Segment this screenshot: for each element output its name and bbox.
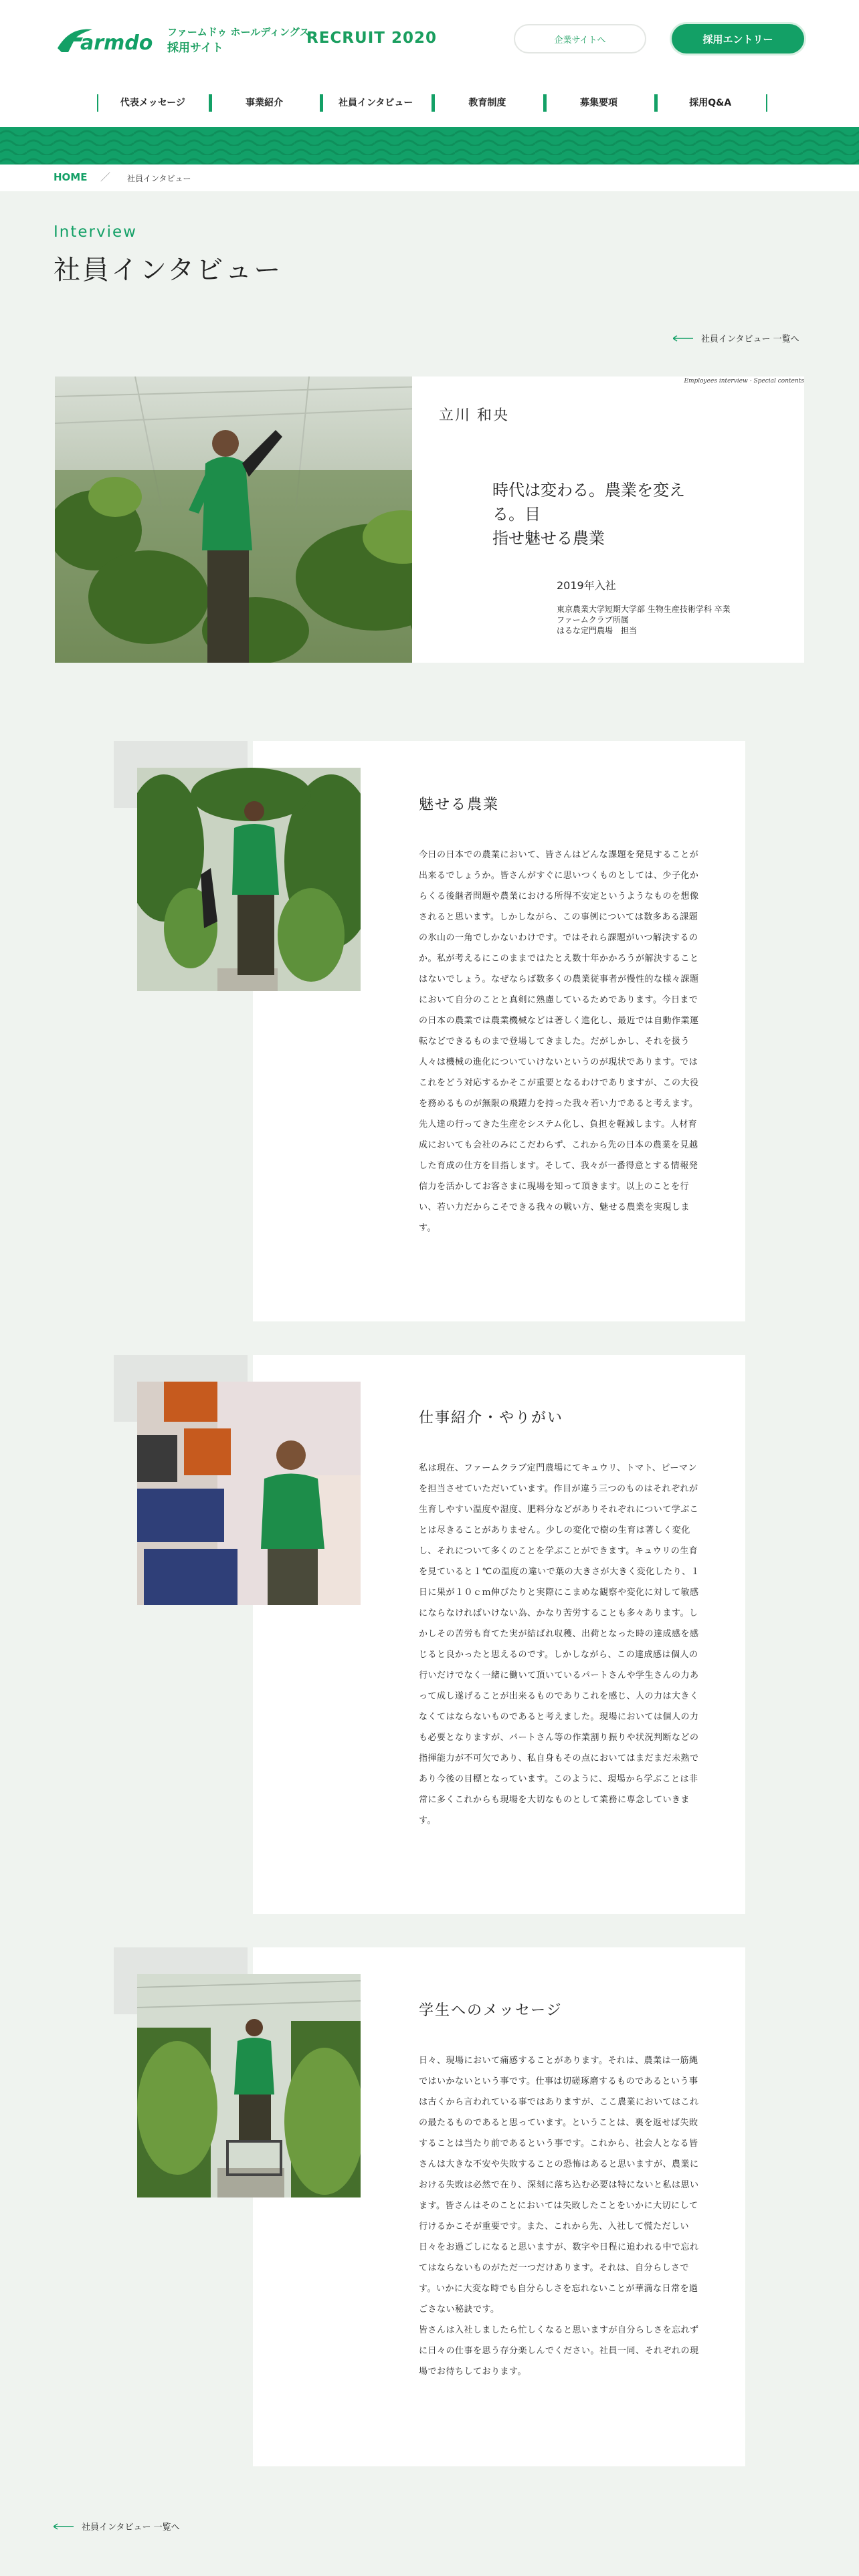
global-nav <box>97 90 766 114</box>
site-header <box>0 0 859 127</box>
nav-item-message[interactable]: 代表メッセージ <box>97 90 209 114</box>
nav-divider <box>766 94 767 112</box>
corporate-site-button[interactable]: 企業サイトへ <box>514 24 646 53</box>
section-title: 魅せる農業 <box>419 796 500 813</box>
nav-item-requirements[interactable]: 募集要項 <box>543 90 655 114</box>
entry-button[interactable]: 採用エントリー <box>672 24 804 53</box>
employee-name: 立川 和央 <box>439 407 509 424</box>
wave-pattern <box>0 127 859 165</box>
page-title-en: Interview <box>54 223 137 241</box>
section-title: 学生へのメッセージ <box>419 2002 563 2019</box>
profile-tag: Employees interview - Special contents <box>684 378 804 385</box>
logo-subtitle <box>167 24 310 56</box>
section-photo-1 <box>137 768 361 991</box>
section-body: 日々、現場において痛感することがあります。それは、農業は一筋縄ではいかないという事です。仕事は切磋琢磨するものであるという事は古くから言われている事ではありますが、ここ農業においてはこれの最たるものであると思っています。ということは、裏を返せば失敗することは当たり前であるという事です。これから、社会人となる皆さんは大きな不安や失敗することの恐怖はあると思いますが、農業における失敗は必然で在り、深刻に落ち込む必要は特にないと私は思います。皆さんはそのことにおいては失敗したことをいかに大切にして行けるかこそが重要です。また、これから先、入社して慌ただしい日々をお過ごしになると思いますが、数字や日程に追われる中で忘れてはならないものがただ一つだけあります。それは、自分らしさです。いかに大変な時でも自分らしさを忘れないことが華満な日常を過ごさない秘訣です。 皆さんは入社しましたら忙しくなると思いますが自分らしさを忘れずに日々の仕事を思う存分楽しんでください。社員一同、それぞれの現場でお待ちしております。 <box>419 2056 699 2377</box>
footer-back-to-list-link[interactable] <box>54 2520 180 2533</box>
section-title: 仕事紹介・やりがい <box>419 1410 564 1426</box>
section-body: 私は現在、ファームクラブ定門農場にてキュウリ、トマト、ピーマンを担当させていただいています。作目が違う三つのものはそれぞれが生育しやすい温度や湿度、肥料分などがありそれぞれについて学ぶことは尽きることがありません。少しの変化で樹の生育は著しく変化し、それについて多くのことを学ぶことができます。キュウリの生育を見ていると１℃の温度の違いで葉の大きさが大きく変化したり、１日に果が１０ｃｍ伸びたりと実際にこまめな観察や変化に対して敏感にならなければいけない為、かなり苦労することも多々あります。しかしその苦労も育てた実が結ばれ収穫、出荷となった時の達成感を感じると良かったと思えるのです。しかしながら、この達成感は個人の行いだけでなく一緒に働いて頂いているパートさんや学生さんの力あって成し遂げることが出来るものでありこれを感じ、人の力は大きくなくてはならないものであると考えました。現場においては個人の力も必要となりますが、パートさん等の作業割り振りや状況判断などの指揮能力が不可欠であり、私自身もその点においてはまだまだ未熟であり今後の目標となっています。このように、現場から学ぶことは非常に多くこれからも現場を大切なものとして業務に専念していきます。 <box>419 1463 700 1826</box>
arrow-left-icon <box>673 335 693 342</box>
breadcrumb-home[interactable]: HOME <box>54 171 88 183</box>
section-body: 今日の日本での農業において、皆さんはどんな課題を発見することが出来るでしょうか。皆さんがすぐに思いつくものとしては、少子化からくる後継者問題や農業における所得不安定というようなものを想像されると思います。しかしながら、この事例については数多ある課題の氷山の一角でしかないわけです。ではそれら課題がいつ解決するのか。私が考えるにこのままではたとえ数十年かかろうが解決することはないでしょう。なぜならば数多くの農業従事者が慢性的な様々課題において自分のことと真剣に熟慮しているためであります。今日までの日本の農業では農業機械などは著しく進化し、最近では自動作業運転などできるものまで登場してきました。だがしかし、それを扱う人々は機械の進化についていけないというのが現状であります。ではこれをどう対応するかそこが重要となるわけでありますが、この大役を務めるものが無限の飛躍力を持った我々若い力であると考えます。先人達の行ってきた生産をシステム化し、負担を軽減します。人材育成においても会社のみにこだわらず、これから先の日本の農業を見越した育成の仕方を目指します。そして、我々が一番得意とする情報発信力を活かしてお客さまに現場を知って頂きます。以上のことを行い、若い力だからこそできる我々の戦い方、魅せる農業を実現します。 <box>419 850 699 1233</box>
affiliation-farm: はるな定門農場 担当 <box>557 626 638 635</box>
section-photo-2 <box>137 1382 361 1605</box>
back-to-list-link[interactable] <box>673 332 799 344</box>
name-card <box>412 392 546 435</box>
decorative-band <box>0 127 859 165</box>
affiliation <box>557 604 764 636</box>
company-name: ファームドゥ ホールディングス <box>167 26 310 38</box>
recruit-label: RECRUIT 2020 <box>306 29 437 47</box>
section-photo-3 <box>137 1974 361 2197</box>
catchphrase-card <box>459 457 713 548</box>
affiliation-team: ファームクラブ所属 <box>557 615 629 625</box>
nav-item-business[interactable]: 事業紹介 <box>209 90 320 114</box>
affiliation-school: 東京農業大学短期大学部 生物生産技術学科 卒業 <box>557 605 731 614</box>
page-title: 社員インタビュー <box>54 255 283 286</box>
footer-back-label: 社員インタビュー 一覧へ <box>82 2523 180 2533</box>
svg-text:armdo: armdo <box>80 31 153 55</box>
breadcrumb-separator: ／ <box>100 171 111 183</box>
nav-item-education[interactable]: 教育制度 <box>432 90 543 114</box>
catchphrase <box>492 478 713 550</box>
breadcrumb-current: 社員インタビュー <box>127 174 191 183</box>
join-year: 2019年入社 <box>557 579 616 592</box>
site-name: 採用サイト <box>167 41 223 55</box>
back-to-list-label: 社員インタビュー 一覧へ <box>701 334 799 344</box>
nav-item-qa[interactable]: 採用Q&A <box>654 90 766 114</box>
farmdo-logo[interactable] <box>54 23 161 56</box>
catchphrase-line-1: 時代は変わる。農業を変える。目 <box>492 481 685 524</box>
catchphrase-line-2: 指せ魅せる農業 <box>492 529 605 548</box>
arrow-left-icon <box>54 2523 74 2530</box>
nav-item-interview[interactable]: 社員インタビュー <box>320 90 432 114</box>
profile-header <box>55 377 804 663</box>
breadcrumb <box>0 165 859 191</box>
